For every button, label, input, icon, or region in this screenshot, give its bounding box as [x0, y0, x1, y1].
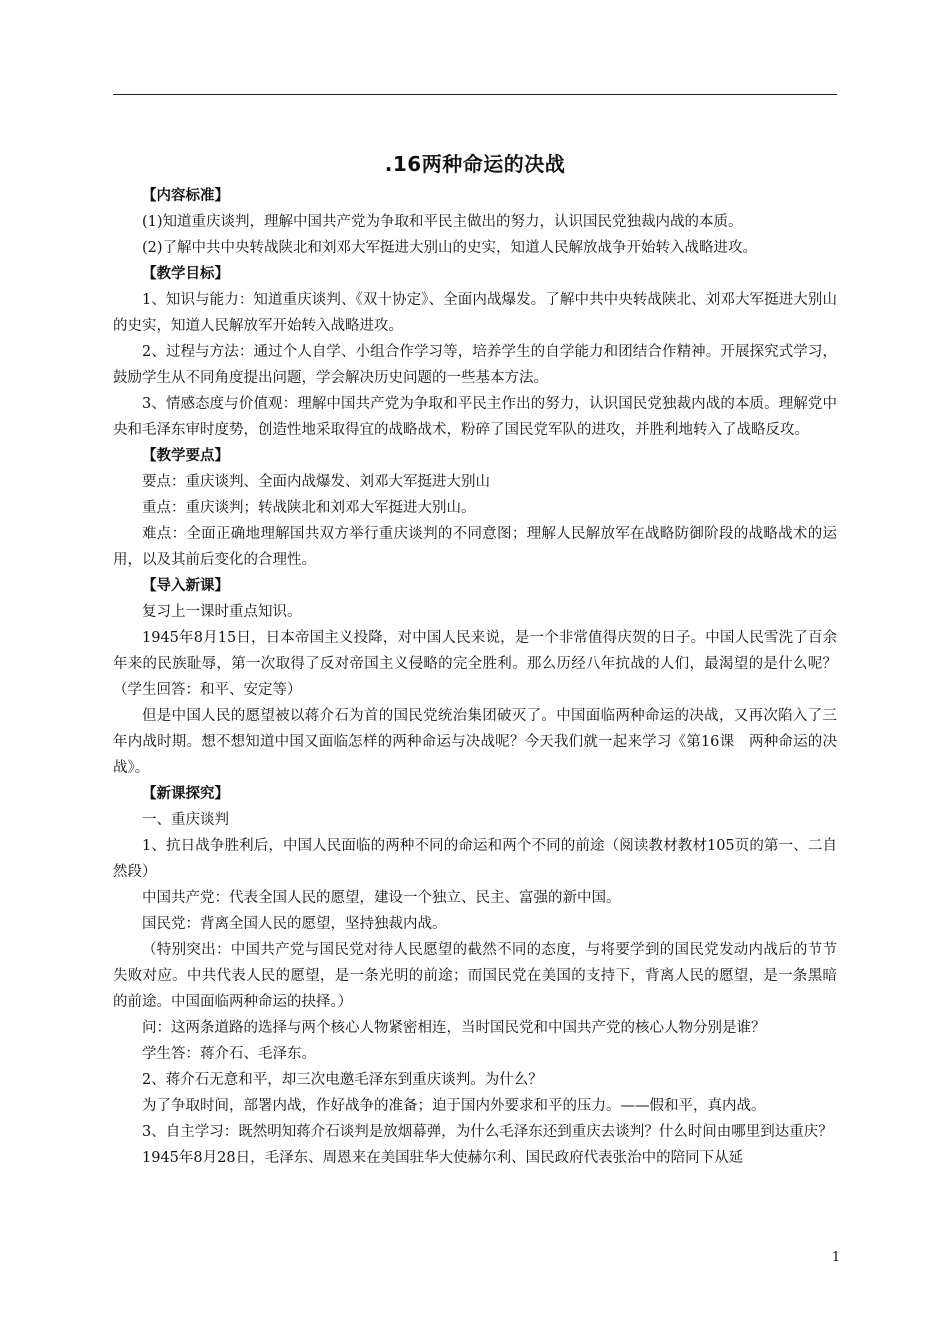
paragraph: 1、知识与能力：知道重庆谈判、《双十协定》、全面内战爆发。了解中共中央转战陕北、刘邓大军挺进大别山的史实，知道人民解放军开始转入战略进攻。: [113, 292, 837, 334]
paragraph: 一、重庆谈判: [142, 812, 229, 828]
paragraph: 2、过程与方法：通过个人自学、小组合作学习等，培养学生的自学能力和团结合作精神。开展探究式学习，鼓励学生从不同角度提出问题，学会解决历史问题的一些基本方法。: [113, 344, 837, 386]
paragraph: 但是中国人民的愿望被以蒋介石为首的国民党统治集团破灭了。中国面临两种命运的决战，又再次陷入了三年内战时期。想不想知道中国又面临怎样的两种命运与决战呢？今天我们就一起来学习《第16课 两种命运的决战》。: [113, 708, 837, 776]
header-rule: [113, 94, 837, 95]
paragraph: 重点：重庆谈判；转战陕北和刘邓大军挺进大别山。: [142, 500, 476, 516]
paragraph: 学生答：蒋介石、毛泽东。: [142, 1046, 316, 1062]
paragraph: （特别突出：中国共产党与国民党对待人民愿望的截然不同的态度，与将要学到的国民党发动内战后的节节失败对应。中共代表人民的愿望，是一条光明的前途；而国民党在美国的支持下，背离人民的愿望，是一条黑暗的前途。中国面临两种命运的抉择。）: [113, 942, 837, 1010]
paragraph: 问：这两条道路的选择与两个核心人物紧密相连，当时国民党和中国共产党的核心人物分别是谁？: [142, 1020, 766, 1036]
page-number: 1: [831, 1250, 841, 1265]
paragraph: (1)知道重庆谈判，理解中国共产党为争取和平民主做出的努力，认识国民党独裁内战的本质。: [142, 214, 743, 230]
paragraph: (2)了解中共中央转战陕北和刘邓大军挺进大别山的史实，知道人民解放战争开始转入战略进攻。: [142, 240, 758, 256]
paragraph: 复习上一课时重点知识。: [142, 604, 302, 620]
paragraph: 3、情感态度与价值观：理解中国共产党为争取和平民主作出的努力，认识国民党独裁内战的本质。理解党中央和毛泽东审时度势，创造性地采取得宜的战略战术，粉碎了国民党军队的进攻，并胜利地转入了战略反攻。: [113, 396, 837, 438]
section-heading: 【新课探究】: [142, 786, 229, 802]
paragraph: 1、抗日战争胜利后，中国人民面临的两种不同的命运和两个不同的前途（阅读教材教材105页的第一、二自然段）: [113, 838, 837, 880]
section-heading: 【教学目标】: [142, 266, 229, 282]
paragraph: 国民党：背离全国人民的愿望，坚持独裁内战。: [142, 916, 447, 932]
document-body: [113, 183, 837, 1171]
paragraph: 1945年8月15日，日本帝国主义投降，对中国人民来说，是一个非常值得庆贺的日子。中国人民雪洗了百余年来的民族耻辱，第一次取得了反对帝国主义侵略的完全胜利。那么历经八年抗战的人们，最渴望的是什么呢？（学生回答：和平、安定等）: [113, 630, 837, 698]
paragraph: 为了争取时间，部署内战，作好战争的准备；迫于国内外要求和平的压力。——假和平，真内战。: [142, 1098, 766, 1114]
section-heading: 【内容标准】: [142, 188, 229, 204]
paragraph: 2、蒋介石无意和平，却三次电邀毛泽东到重庆谈判。为什么？: [142, 1072, 543, 1088]
paragraph: 要点：重庆谈判、全面内战爆发、刘邓大军挺进大别山: [142, 474, 490, 490]
paragraph: 中国共产党：代表全国人民的愿望，建设一个独立、民主、富强的新中国。: [142, 890, 621, 906]
section-heading: 【导入新课】: [142, 578, 229, 594]
section-heading: 【教学要点】: [142, 448, 229, 464]
paragraph: 3、自主学习：既然明知蒋介石谈判是放烟幕弹，为什么毛泽东还到重庆去谈判？什么时间由哪里到达重庆？: [142, 1124, 833, 1140]
document-title: .16两种命运的决战: [384, 152, 566, 176]
paragraph: 1945年8月28日，毛泽东、周恩来在美国驻华大使赫尔利、国民政府代表张治中的陪同下从延: [142, 1150, 744, 1166]
paragraph: 难点：全面正确地理解国共双方举行重庆谈判的不同意图；理解人民解放军在战略防御阶段的战略战术的运用，以及其前后变化的合理性。: [113, 526, 837, 568]
